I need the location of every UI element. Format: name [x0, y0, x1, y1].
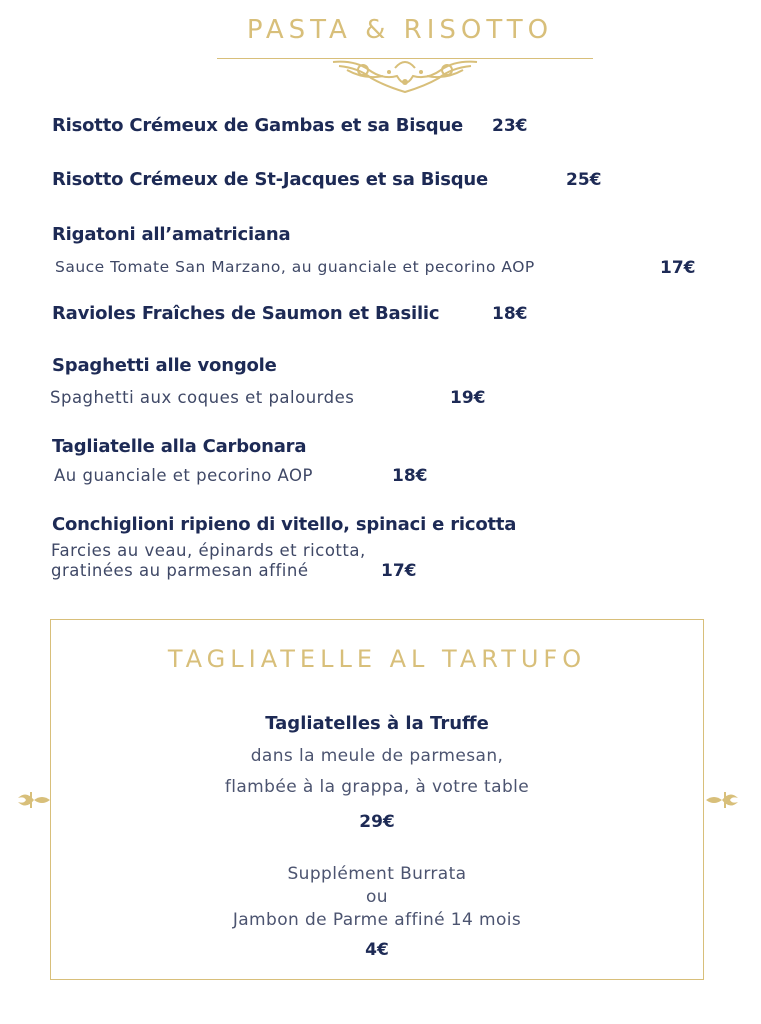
special-title: TAGLIATELLE AL TARTUFO [167, 645, 587, 673]
dish-description: Farcies au veau, épinards et ricotta, [51, 541, 366, 560]
supplement-option: Jambon de Parme affiné 14 mois [232, 910, 522, 930]
dish-name: Conchiglioni ripieno di vitello, spinaci e ricotta [52, 514, 517, 535]
dish-description: Au guanciale et pecorino AOP [54, 466, 313, 485]
dish-name: Rigatoni all’amatriciana [52, 224, 291, 245]
dish-price: 19€ [450, 388, 486, 408]
dish-price: 25€ [566, 170, 602, 190]
page-title: PASTA & RISOTTO [246, 15, 554, 45]
dish-price: 18€ [392, 466, 428, 486]
supplement-price: 4€ [365, 940, 389, 960]
special-description: flambée à la grappa, à votre table [224, 777, 530, 797]
dish-price: 17€ [381, 561, 417, 581]
dish-price: 23€ [492, 116, 528, 136]
dish-name: Risotto Crémeux de St-Jacques et sa Bisque [52, 169, 489, 190]
dish-description: Sauce Tomate San Marzano, au guanciale et pecorino AOP [55, 258, 535, 276]
dish-description: Spaghetti aux coques et palourdes [50, 388, 355, 407]
dish-name: Spaghetti alle vongole [52, 355, 277, 376]
special-description: dans la meule de parmesan, [250, 746, 504, 766]
dish-price: 18€ [492, 304, 528, 324]
dish-description: gratinées au parmesan affiné [51, 561, 309, 580]
dish-price: 17€ [660, 258, 696, 278]
special-dish-name: Tagliatelles à la Truffe [265, 713, 489, 734]
supplement-option: Supplément Burrata [287, 864, 467, 884]
dish-name: Tagliatelle alla Carbonara [52, 436, 307, 457]
fleur-de-lis-icon [704, 788, 740, 812]
dish-name: Risotto Crémeux de Gambas et sa Bisque [52, 115, 464, 136]
fleur-de-lis-icon [16, 788, 52, 812]
scroll-ornament-icon [325, 56, 485, 96]
supplement-or: ou [366, 887, 388, 907]
dish-name: Ravioles Fraîches de Saumon et Basilic [52, 303, 440, 324]
special-price: 29€ [359, 812, 395, 832]
